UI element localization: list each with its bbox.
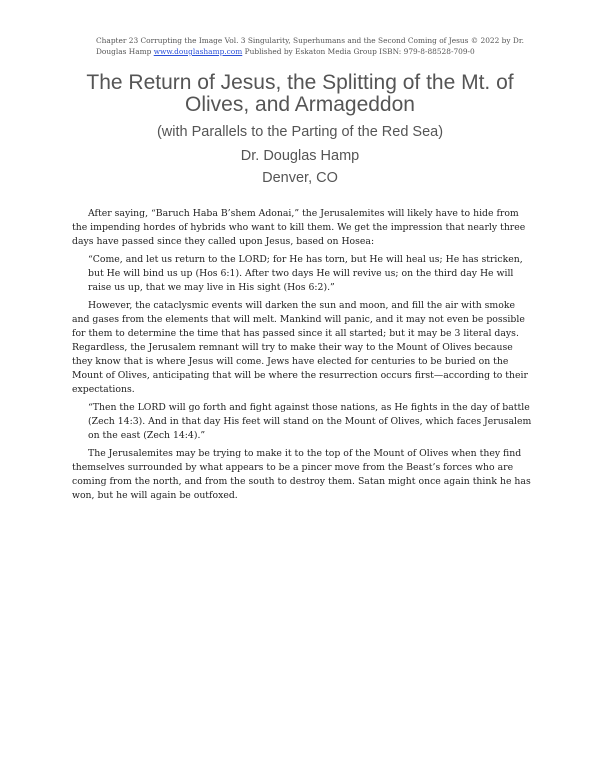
document-location: Denver, CO	[262, 170, 338, 186]
header-link[interactable]: www.douglashamp.com	[153, 47, 243, 56]
header-text-suffix: Published by Eskaton Media Group ISBN: 979-8-88528-709-0	[242, 47, 475, 56]
body-text	[72, 207, 534, 507]
document-author: Dr. Douglas Hamp	[240, 148, 360, 164]
document-title: The Return of Jesus, the Splitting of the Mt. of Olives, and Armageddon	[86, 71, 514, 116]
header-text-prefix: Chapter 23 Corrupting the Image Vol. 3 Singularity, Superhumans and the Second Coming of Jesus © 2022 by Dr. Douglas Hamp	[96, 36, 524, 56]
quote-2: “Then the LORD will go forth and fight against those nations, as He fights in the day of battle (Zech 14:3). And in that day His feet will stand on the Mount of Olives, which faces Jerusalem on the east (Zech 14:4).”	[88, 402, 532, 441]
page-header	[96, 35, 526, 57]
paragraph-1: After saying, “Baruch Haba B’shem Adonai,” the Jerusalemites will likely have to hide from the impending hordes of hybrids who want to kill them. We get the impression that nearly three days have passed since they called upon Jesus, based on Hosea:	[72, 208, 526, 247]
paragraph-2: However, the cataclysmic events will darken the sun and moon, and fill the air with smoke and gases from the elements that will melt. Mankind will panic, and it may not even be possible for them to determine the time that has passed since it all started; but it may be 3 literal days. Regardless, the Jerusalem remnant will try to make their way to the Mount of Olives because they know that is where Jesus will come. Jews have elected for centuries to be buried on the Mount of Olives, anticipating that will be where the resurrection occurs first—according to their expectations.	[72, 300, 528, 395]
quote-1: “Come, and let us return to the LORD; for He has torn, but He will heal us; He has stricken, but He will bind us up (Hos 6:1). After two days He will revive us; on the third day He will raise us up, that we may live in His sight (Hos 6:2).”	[88, 254, 523, 293]
document-subtitle: (with Parallels to the Parting of the Red Sea)	[156, 124, 444, 140]
paragraph-3: The Jerusalemites may be trying to make it to the top of the Mount of Olives when they find themselves surrounded by what appears to be a pincer move from the Beast’s forces who are coming from the north, and from the south to destroy them. Satan might once again think he has won, but he will again be outfoxed.	[72, 448, 531, 501]
